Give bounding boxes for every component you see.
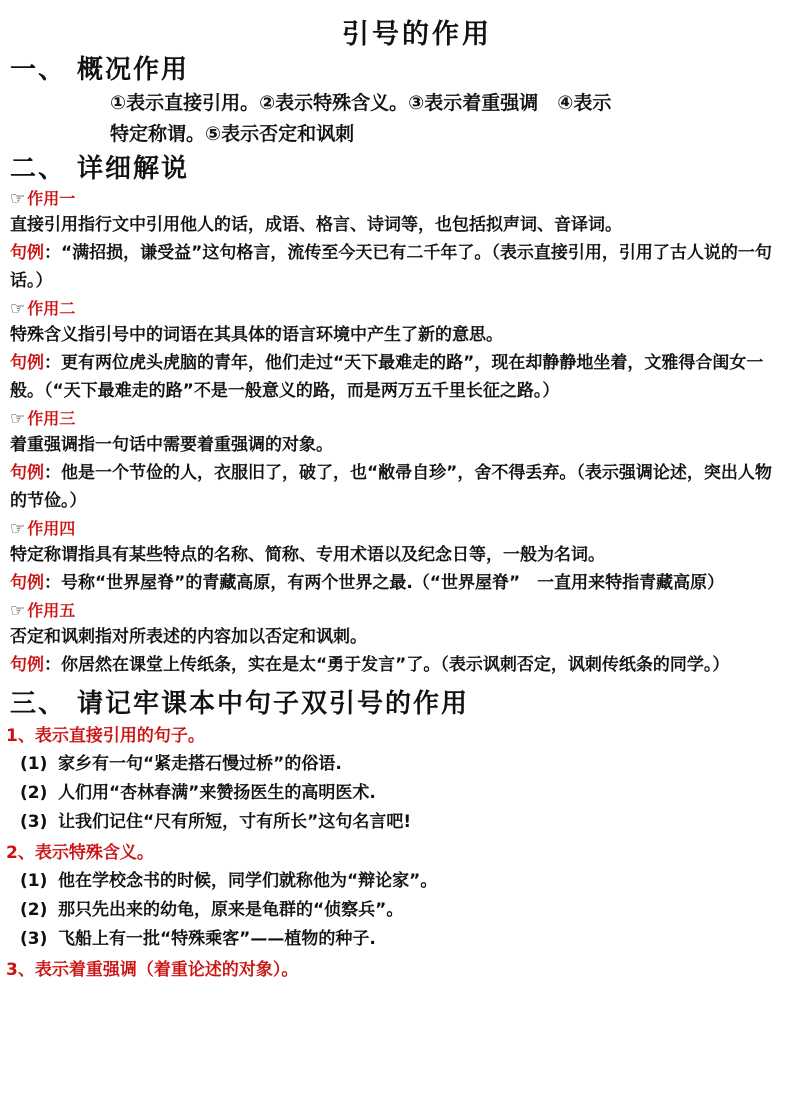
- example-label: 句例: [10, 463, 44, 483]
- function-2-heading: [10, 298, 786, 320]
- item-text: 飞船上有一批“特殊乘客”——植物的种子.: [58, 929, 376, 949]
- function-1-definition: 直接引用指行文中引用他人的话，成语、格言、诗词等，也包括拟声词、音译词。: [10, 215, 622, 235]
- function-2-label: 作用二: [27, 299, 76, 318]
- function-4-heading: [10, 518, 786, 540]
- example-text: ：号称“世界屋脊”的青藏高原，有两个世界之最.（“世界屋脊” 一直用来特指青藏高原）: [44, 573, 725, 593]
- section-2-heading: 二、 详细解说: [10, 154, 190, 184]
- example-label: 句例: [10, 655, 44, 675]
- example-text: ：更有两位虎头虎脑的青年，他们走过“天下最难走的路”，现在却静静地坐着，文雅得合闺女一般。（“天下最难走的路”不是一般意义的路，而是两万五千里长征之路。）: [10, 353, 764, 401]
- item-text: 那只先出来的幼龟，原来是龟群的“侦察兵”。: [58, 900, 404, 920]
- example-label: 句例: [10, 573, 44, 593]
- example-text: ：你居然在课堂上传纸条，实在是太“勇于发言”了。（表示讽刺否定，讽刺传纸条的同学。）: [44, 655, 730, 675]
- function-1-heading: [10, 188, 786, 210]
- function-4-definition: 特定称谓指具有某些特点的名称、简称、专用术语以及纪念日等，一般为名词。: [10, 545, 605, 565]
- item-text: 家乡有一句“紧走搭石慢过桥”的俗语.: [58, 754, 342, 774]
- example-label: 句例: [10, 353, 44, 373]
- example-text: ：“满招损，谦受益”这句格言，流传至今天已有二千年了。（表示直接引用，引用了古人说的一句话。）: [10, 243, 772, 291]
- function-1-example: [10, 239, 784, 295]
- function-1-label: 作用一: [27, 189, 76, 208]
- page-title: 引号的作用: [342, 19, 492, 50]
- item-text: 人们用“杏林春满”来赞扬医生的高明医术.: [58, 783, 376, 803]
- list-item: [20, 896, 786, 925]
- section-3-heading: 三、 请记牢课本中句子双引号的作用: [10, 689, 470, 719]
- example-label: 句例: [10, 243, 44, 263]
- pointing-hand-icon: ☞: [10, 519, 26, 539]
- list-item: [20, 750, 786, 779]
- item-number: (1): [20, 871, 48, 891]
- item-number: (3): [20, 812, 48, 832]
- list-item: [20, 779, 786, 808]
- pointing-hand-icon: ☞: [10, 299, 26, 319]
- item-text: 让我们记住“尺有所短，寸有所长”这句名言吧!: [58, 812, 412, 832]
- overview-line-1: ①表示直接引用。②表示特殊含义。③表示着重强调 ④表示: [110, 92, 612, 114]
- item-number: (3): [20, 929, 48, 949]
- function-5-heading: [10, 600, 786, 622]
- list-item: [20, 925, 786, 954]
- item-number: (2): [20, 900, 48, 920]
- function-2-definition: 特殊含义指引号中的词语在其具体的语言环境中产生了新的意思。: [10, 325, 503, 345]
- example-text: ：他是一个节俭的人，衣服旧了，破了，也“敝帚自珍”，舍不得丢弃。（表示强调论述，突出人物的节俭。）: [10, 463, 772, 511]
- pointing-hand-icon: ☞: [10, 189, 26, 209]
- pointing-hand-icon: ☞: [10, 409, 26, 429]
- function-4-example: [10, 569, 784, 597]
- item-number: (2): [20, 783, 48, 803]
- item-text: 他在学校念书的时候，同学们就称他为“辩论家”。: [58, 871, 438, 891]
- function-5-example: [10, 651, 784, 679]
- overview-line-2: 特定称谓。⑤表示否定和讽刺: [110, 123, 355, 145]
- function-5-definition: 否定和讽刺指对所表述的内容加以否定和讽刺。: [10, 627, 367, 647]
- function-4-label: 作用四: [27, 519, 76, 538]
- function-3-heading: [10, 408, 786, 430]
- list-item: [20, 808, 786, 837]
- function-3-example: [10, 459, 784, 515]
- overview-block: [48, 88, 786, 150]
- function-3-definition: 着重强调指一句话中需要着重强调的对象。: [10, 435, 333, 455]
- group-3-heading: 3、表示着重强调（着重论述的对象）。: [6, 960, 299, 980]
- pointing-hand-icon: ☞: [10, 601, 26, 621]
- function-5-label: 作用五: [27, 601, 76, 620]
- item-number: (1): [20, 754, 48, 774]
- list-item: [20, 867, 786, 896]
- group-2-heading: 2、表示特殊含义。: [6, 843, 154, 863]
- section-1-heading: 一、 概况作用: [10, 55, 190, 85]
- function-2-example: [10, 349, 784, 405]
- function-3-label: 作用三: [27, 409, 76, 428]
- group-1-heading: 1、表示直接引用的句子。: [6, 726, 205, 746]
